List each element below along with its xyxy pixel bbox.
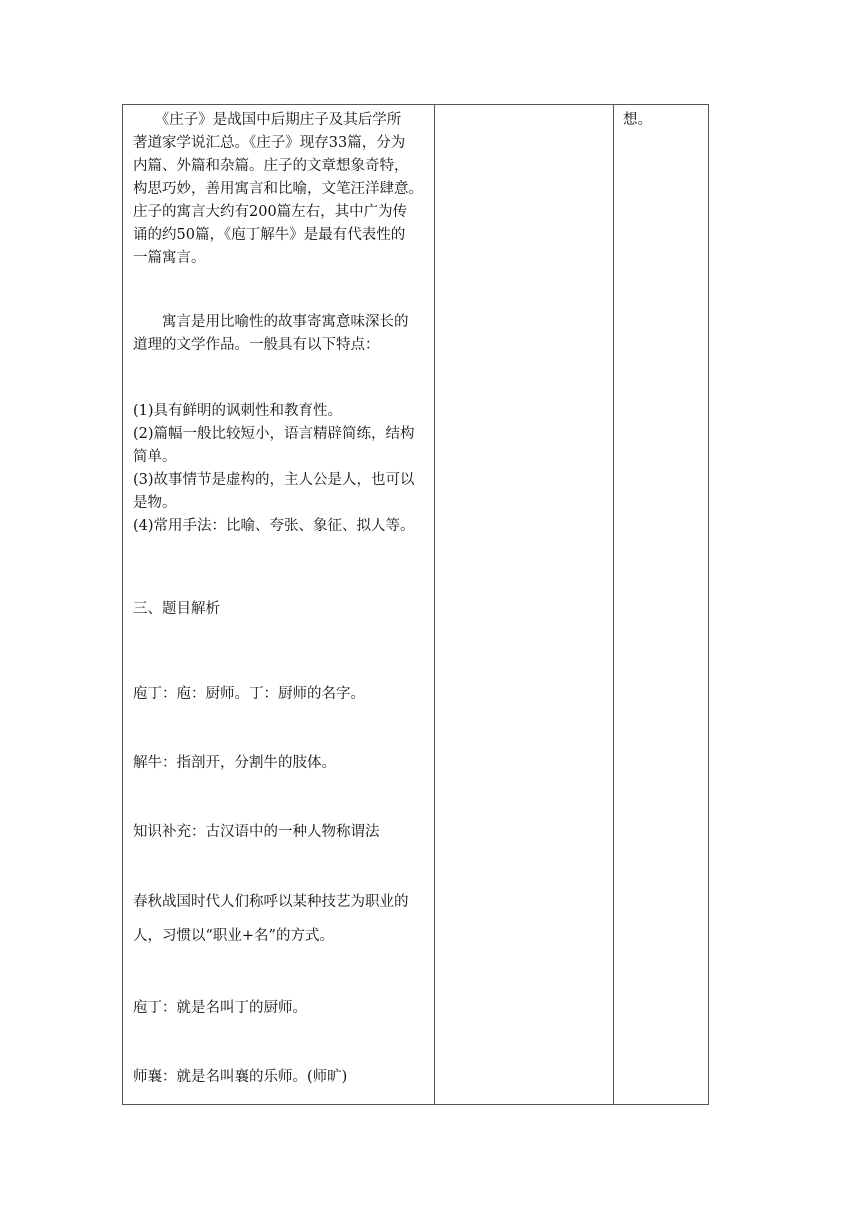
lesson-table xyxy=(122,104,709,1105)
text-line: 构思巧妙，善用寓言和比喻，文笔汪洋肆意。 xyxy=(133,181,423,197)
paodin-example: 庖丁：就是名叫丁的厨师。 xyxy=(133,1000,307,1016)
list-item: 简单。 xyxy=(133,449,177,465)
text-line: 庄子的寓言大约有200篇左右，其中广为传 xyxy=(133,204,408,220)
custom-paragraph xyxy=(133,885,409,953)
text-line: 道理的文学作品。一般具有以下特点： xyxy=(133,337,380,353)
column-divider xyxy=(613,105,614,1104)
intro-paragraph xyxy=(133,109,423,270)
list-item: 是物。 xyxy=(133,495,177,511)
features-list xyxy=(133,400,415,538)
text-line: 寓言是用比喻性的故事寄寓意味深长的 xyxy=(133,314,409,330)
list-item: (2)篇幅一般比较短小，语言精辟简练，结构 xyxy=(133,426,415,442)
text-line: 《庄子》是战国中后期庄子及其后学所 xyxy=(133,112,402,128)
text-line: 诵的约50篇，《庖丁解牛》是最有代表性的 xyxy=(133,227,406,243)
shixiang-example: 师襄：就是名叫襄的乐师。(师旷) xyxy=(133,1069,348,1085)
list-item: (4)常用手法：比喻、夸张、象征、拟人等。 xyxy=(133,518,415,534)
column-divider xyxy=(434,105,435,1104)
fable-paragraph xyxy=(133,311,409,357)
text-line: 春秋战国时代人们称呼以某种技艺为职业的 xyxy=(133,894,409,910)
list-item: (3)故事情节是虚构的，主人公是人，也可以 xyxy=(133,472,415,488)
text-line: 内篇、外篇和杂篇。庄子的文章想象奇特， xyxy=(133,158,409,174)
knowledge-note: 知识补充：古汉语中的一种人物称谓法 xyxy=(133,824,380,840)
right-column-text: 想。 xyxy=(623,112,652,128)
text-line: 著道家学说汇总。《庄子》现存33篇，分为 xyxy=(133,135,406,151)
list-item: (1)具有鲜明的讽刺性和教育性。 xyxy=(133,403,343,419)
paodin-definition: 庖丁：庖：厨师。丁：厨师的名字。 xyxy=(133,686,365,702)
text-line: 一篇寓言。 xyxy=(133,250,206,266)
text-line: 人，习惯以“职业+名”的方式。 xyxy=(133,928,334,944)
section-heading: 三、题目解析 xyxy=(133,601,220,617)
jieniu-definition: 解牛：指剖开，分割牛的肢体。 xyxy=(133,755,336,771)
